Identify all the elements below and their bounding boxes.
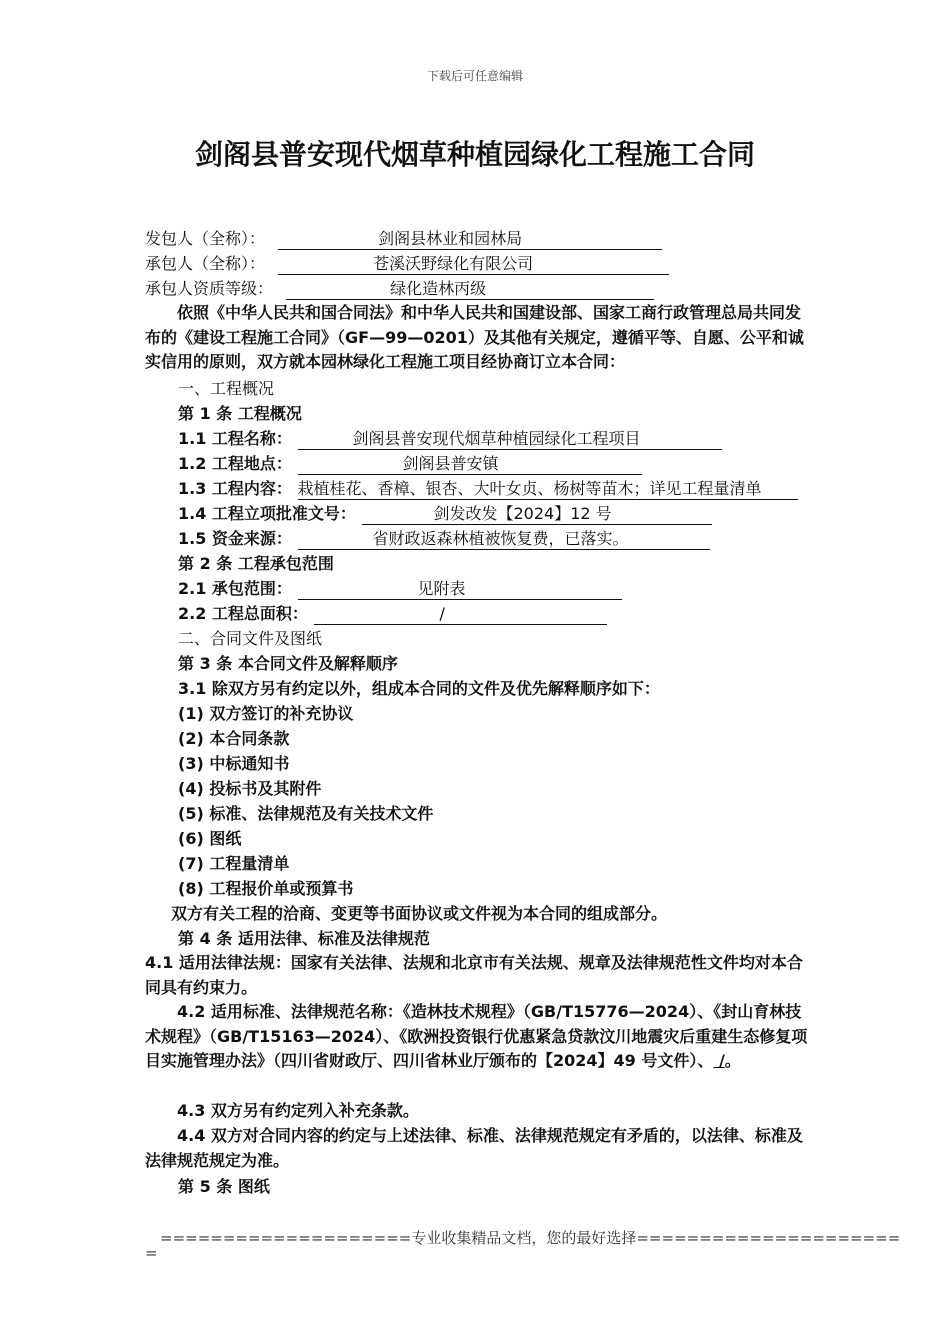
list-item: (4) 投标书及其附件	[178, 779, 322, 798]
article-3-lead: 3.1 除双方另有约定以外，组成本合同的文件及优先解释顺序如下：	[178, 679, 660, 698]
contractor-value: 苍溪沃野绿化有限公司	[373, 254, 534, 273]
article-4-2-text: 4.2 适用标准、法律规范名称：《造林技术规程》（GB/T15776—2024）、《封山育林技术规程》（GB/T15163—2024）、《欧洲投资银行优惠紧急贷款汶川地震灾后重建生态修复项目实施管理办法》（四川省财政厅、四川省林业厅颁布的【2024】49 号文件）、	[145, 1002, 808, 1070]
list-item: (2) 本合同条款	[178, 729, 290, 748]
project-site-value: 剑阁县普安镇	[402, 454, 499, 473]
section-heading-2: 二、合同文件及图纸	[178, 629, 323, 648]
article-4-2-end: 。	[724, 1051, 741, 1070]
list-item: (3) 中标通知书	[178, 754, 290, 773]
article-2-heading: 第 2 条 工程承包范围	[178, 554, 334, 573]
article-4-2-blank: /	[713, 1051, 725, 1070]
approval-value: 剑发改发【2024】12 号	[433, 504, 612, 523]
fund-field	[298, 529, 710, 550]
article-4-4: 4.4 双方对合同内容的约定与上述法律、标准、法律规范规定有矛盾的，以法律、标准及法律规范规定为准。	[145, 1126, 803, 1170]
approval-label: 1.4 工程立项批准文号：	[178, 504, 356, 523]
employer-label: 发包人（全称）：	[145, 229, 266, 248]
fund-label: 1.5 资金来源：	[178, 529, 292, 548]
list-item: (7) 工程量清单	[178, 854, 290, 873]
item-1-1	[178, 426, 950, 452]
article-5-heading: 第 5 条 图纸	[178, 1177, 270, 1196]
contractor-row	[145, 251, 845, 277]
qualification-row	[145, 276, 845, 302]
list-item: (5) 标准、法律规范及有关技术文件	[178, 804, 434, 823]
item-2-2	[178, 601, 950, 627]
article-1-heading: 第 1 条 工程概况	[178, 404, 302, 423]
footer-line: ====================专业收集精品文档，您的最好选择=====================	[160, 1229, 901, 1247]
area-value: /	[439, 604, 445, 623]
project-site-label: 1.2 工程地点：	[178, 454, 292, 473]
project-content-value: 栽植桂花、香樟、银杏、大叶女贞、杨树等苗木；详见工程量清单	[297, 479, 762, 498]
employer-row	[145, 226, 845, 252]
contractor-field	[278, 254, 669, 275]
article-4-3: 4.3 双方另有约定列入补充条款。	[177, 1101, 419, 1120]
section-heading-1: 一、工程概况	[178, 379, 275, 398]
project-name-label: 1.1 工程名称：	[178, 429, 292, 448]
scope-value: 见附表	[417, 579, 466, 598]
scope-field	[298, 579, 622, 600]
qualification-field	[286, 279, 654, 300]
article-4-1: 4.1 适用法律法规：国家有关法律、法规和北京市有关法规、规章及法律规范性文件均对本合同具有约束力。	[145, 953, 803, 997]
document-title: 剑阁县普安现代烟草种植园绿化工程施工合同	[194, 138, 755, 171]
qualification-value: 绿化造林丙级	[390, 279, 487, 298]
item-1-4	[178, 501, 950, 527]
area-field	[314, 604, 607, 625]
article-4-heading: 第 4 条 适用法律、标准及法律规范	[178, 929, 430, 948]
project-content-field	[298, 479, 798, 500]
item-1-3	[178, 476, 950, 502]
item-1-5	[178, 526, 950, 552]
footer-line-end: =	[145, 1244, 158, 1262]
intro-paragraph: 依照《中华人民共和国合同法》和中华人民共和国建设部、国家工商行政管理总局共同发布的《建设工程施工合同》（GF—99—0201）及其他有关规定，遵循平等、自愿、公平和诚实信用的原则，双方就本园林绿化工程施工项目经协商订立本合同：	[145, 303, 804, 371]
article-3-tail: 双方有关工程的洽商、变更等书面协议或文件视为本合同的组成部分。	[171, 904, 668, 923]
item-1-2	[178, 451, 950, 477]
project-site-field	[298, 454, 642, 475]
employer-field	[278, 229, 662, 250]
article-3-heading: 第 3 条 本合同文件及解释顺序	[178, 654, 398, 673]
employer-value: 剑阁县林业和园林局	[378, 229, 523, 248]
approval-field	[362, 504, 712, 525]
project-name-field	[298, 429, 722, 450]
item-2-1	[178, 576, 950, 602]
project-name-value: 剑阁县普安现代烟草种植园绿化工程项目	[352, 429, 641, 448]
qualification-label: 承包人资质等级：	[145, 279, 274, 298]
fund-value: 省财政返森林植被恢复费，已落实。	[372, 529, 629, 548]
header-note: 下载后可任意编辑	[426, 69, 523, 83]
list-item: (1) 双方签订的补充协议	[178, 704, 354, 723]
contractor-label: 承包人（全称）：	[145, 254, 266, 273]
area-label: 2.2 工程总面积：	[178, 604, 308, 623]
scope-label: 2.1 承包范围：	[178, 579, 292, 598]
list-item: (6) 图纸	[178, 829, 242, 848]
list-item: (8) 工程报价单或预算书	[178, 879, 354, 898]
project-content-label: 1.3 工程内容：	[178, 479, 292, 498]
article-4-2	[145, 1000, 810, 1074]
